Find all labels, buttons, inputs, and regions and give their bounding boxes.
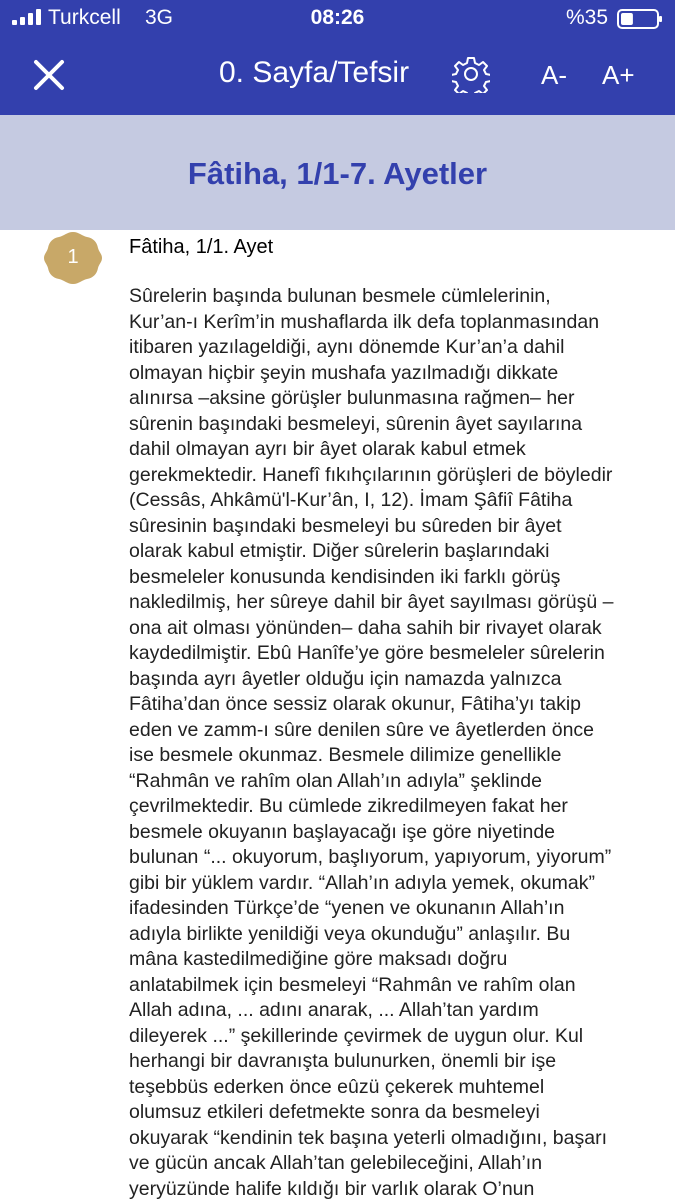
verse-text-line: kaydedilmiştir. Ebû Hanîfe’ye göre besmeleler sûrelerin bbox=[129, 641, 649, 667]
verse-text-line: nakledilmiş, her sûreye dahil bir âyet sayılması görüşü – bbox=[129, 590, 649, 616]
verse-text-line: olumsuz etkileri defetmekte sonra da besmeleyi bbox=[129, 1100, 649, 1126]
status-time: 08:26 bbox=[0, 6, 675, 30]
verse-text-line: adıyla birlikte yenildiği veya okunduğu” anlaşılır. Bu bbox=[129, 922, 649, 948]
section-header bbox=[0, 115, 675, 230]
verse-text-line: mâna kastedilmediğine göre maksadı doğru bbox=[129, 947, 649, 973]
carrier-name: Turkcell bbox=[48, 6, 121, 30]
verse-text-line: besmeleler konusunda kendisinden iki farklı görüş bbox=[129, 565, 649, 591]
verse-text-line: olmayan hiçbir şeyin mushafa yazılmadığı dikkate bbox=[129, 361, 649, 387]
verse-text-line: herhangi bir davranışta bulunurken, önemli bir işe bbox=[129, 1049, 649, 1075]
verse-text-line: çevrilmektedir. Bu cümlede zikredilmeyen fakat her bbox=[129, 794, 649, 820]
verse-number-badge bbox=[42, 230, 104, 285]
section-title: Fâtiha, 1/1-7. Ayetler bbox=[0, 156, 675, 192]
verse-text-line: teşebbüs ederken önce eûzü çekerek muhtemel bbox=[129, 1075, 649, 1101]
close-icon[interactable] bbox=[30, 56, 68, 94]
verse-text-line: gerekmektedir. Hanefî fıkıhçılarının görüşleri de böyledir bbox=[129, 463, 649, 489]
verse-text-line: Sûrelerin başında bulunan besmele cümlelerinin, bbox=[129, 284, 649, 310]
verse-text-line: sûresinin başındaki besmeleyi bu sûreden bir âyet bbox=[129, 514, 649, 540]
network-type: 3G bbox=[145, 6, 173, 30]
verse-text-line: anlatabilmek için besmeleyi “Rahmân ve rahîm olan bbox=[129, 973, 649, 999]
verse-text-line: başında ayrı âyetler olduğu için namazda yalnızca bbox=[129, 667, 649, 693]
verse-text-line: ifadesinden Türkçe’de “yenen ve okunanın Allah’ın bbox=[129, 896, 649, 922]
verse-text-line: olarak kabul etmiştir. Diğer sûrelerin başlarındaki bbox=[129, 539, 649, 565]
verse-text-line: bulunan “... okuyorum, başlıyorum, yapıyorum, yiyorum” bbox=[129, 845, 649, 871]
navigation-bar bbox=[0, 38, 675, 115]
nav-title: 0. Sayfa/Tefsir bbox=[219, 56, 409, 90]
battery-percent: %35 bbox=[566, 6, 608, 30]
font-increase-button[interactable]: A+ bbox=[602, 60, 635, 91]
verse-text-line: okuyarak “kendinin tek başına yeterli olmadığını, başarı bbox=[129, 1126, 649, 1152]
verse-text-line: Fâtiha’dan önce sessiz olarak okunur, Fâtiha’yı takip bbox=[129, 692, 649, 718]
verse-text-line: besmele okuyanın başlayacağı işe göre niyetinde bbox=[129, 820, 649, 846]
verse-text-line: “Rahmân ve rahîm olan Allah’ın adıyla” şeklinde bbox=[129, 769, 649, 795]
verse-text-line: yeryüzünde halife kıldığı bir varlık olarak O’nun bbox=[129, 1177, 649, 1202]
verse-text-line: ise besmele okunmaz. Besmele dilimize genellikle bbox=[129, 743, 649, 769]
verse-text-line: eden ve zamm-ı sûre denilen sûre ve âyetlerden önce bbox=[129, 718, 649, 744]
verse-number: 1 bbox=[42, 230, 104, 285]
verse-text-line: dileyerek ...” şekillerinde çevirmek de uygun olur. Kul bbox=[129, 1024, 649, 1050]
verse-text-line: ona ait olması yönünden– daha sahih bir rivayet olarak bbox=[129, 616, 649, 642]
verse-text-line: alınırsa –aksine görüşler bulunmasına rağmen– her bbox=[129, 386, 649, 412]
verse-commentary-text bbox=[129, 284, 649, 1202]
verse-text-line: (Cessâs, Ahkâmü'l-Kur’ân, I, 12). İmam Şâfiî Fâtiha bbox=[129, 488, 649, 514]
battery-icon bbox=[617, 9, 663, 29]
verse-text-line: ve gücün ancak Allah’tan gelebileceğini, Allah’ın bbox=[129, 1151, 649, 1177]
verse-text-line: itibaren yazılageldiği, aynı dönemde Kur’an’a dahil bbox=[129, 335, 649, 361]
top-bar bbox=[0, 0, 675, 115]
status-bar bbox=[0, 0, 675, 38]
verse-text-line: dahil olmayan ayrı bir âyet olarak kabul etmek bbox=[129, 437, 649, 463]
font-decrease-button[interactable]: A- bbox=[541, 60, 567, 91]
verse-text-line: Allah adına, ... adını anarak, ... Allah’tan yardım bbox=[129, 998, 649, 1024]
verse-text-line: Kur’an-ı Kerîm’in mushaflarda ilk defa toplanmasından bbox=[129, 310, 649, 336]
verse-text-line: sûrenin başındaki besmeleyi, sûrenin âyet sayılarına bbox=[129, 412, 649, 438]
verse-text-line: gibi bir yüklem vardır. “Allah’ın adıyla yemek, okumak” bbox=[129, 871, 649, 897]
gear-icon[interactable] bbox=[452, 55, 490, 93]
verse-title: Fâtiha, 1/1. Ayet bbox=[129, 236, 273, 259]
